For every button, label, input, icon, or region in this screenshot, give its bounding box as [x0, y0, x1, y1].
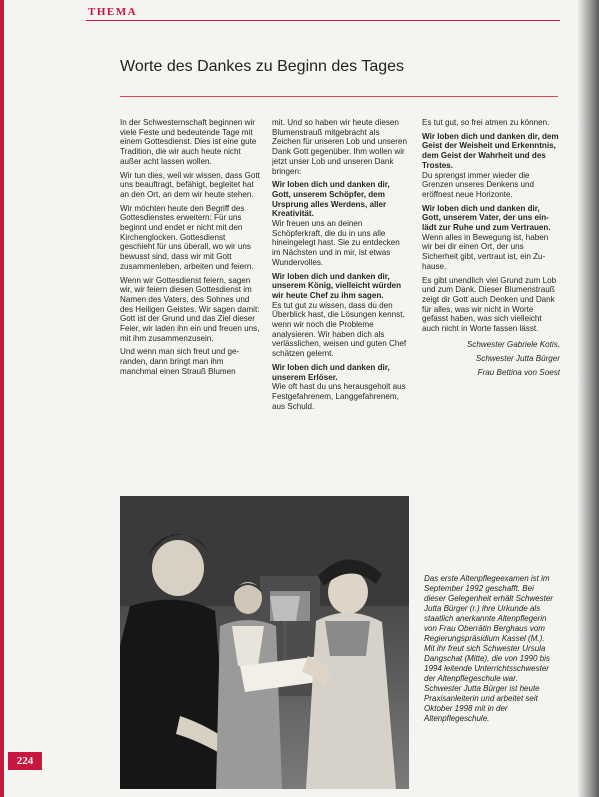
text-column-3	[422, 118, 560, 382]
photo-caption: Das erste Altenpflegeexamen ist im September 1992 geschafft. Bei dieser Gelegenheit erhält Schwester Jutta Bürger (r.) ihre Urkunde als staatlich anerkannte Altenpflegerin von Frau Oberrätin Berghaus vom Regierungspräsidium Kassel (M.). Mit ihr freut sich Schwester Ursula Dangschat (Mitte), die von 1990 bis 1994 leitende Unterrichtsschwester der Altenpflegeschule war. Schwester Jutta Bürger ist heute Praxisanleiterin und arbeitet seit Oktober 1998 mit in der Altenpflegeschule.	[424, 574, 553, 723]
paragraph: Wenn alles in Bewegung ist, haben wir bei dir einen Ort, der uns Sicherheit gibt, vertraut ist, ein Zuhause.	[422, 232, 549, 271]
header-divider	[86, 20, 560, 21]
signature-line: Schwester Gabriele Kotis,	[466, 339, 560, 349]
prayer-heading: Wir loben dich und danken dir, dem Geist der Weisheit und Erkenntnis, dem Geist der Wahrheit und des Trostes.	[422, 131, 559, 170]
signature-line: Schwester Jutta Bürger	[475, 353, 560, 363]
prayer-heading: Wir loben dich und danken dir, unserem König, vielleicht würden wir heute Chef zu ihm sagen.	[272, 271, 402, 300]
signature-block	[422, 340, 560, 378]
title-divider	[120, 96, 558, 97]
page-fold-shadow	[577, 0, 599, 797]
paragraph: Es tut gut zu wissen, dass du den Überblick hast, die Lösungen kennst, wenn wir noch die Probleme analysieren. Wir haben dich als verlässlichen, weisen und guten Chef schätzen gelernt.	[272, 300, 407, 359]
paragraph: Und wenn man sich freut und geranden, dann bringt man ihm manchmal einen Strauß Blumen	[120, 347, 240, 376]
prayer-heading: Wir loben dich und danken dir, unserem Erlöser.	[272, 362, 390, 382]
paragraph: Wir freuen uns an deinen Schöpferkraft, die du in uns alle hineingelegt hast. Sie zu entdecken im Nächsten und in mir, ist etwas Wundervolles.	[272, 219, 400, 267]
page-number: 224	[8, 752, 42, 770]
paragraph: Du sprengst immer wieder die Grenzen unseres Denkens und eröffnest neue Horizonte.	[422, 170, 535, 199]
prayer-heading: Wir loben dich und danken dir, Gott, unserem Vater, der uns einlädt zur Ruhe und zum Vertrauen.	[422, 203, 551, 233]
paragraph: mit. Und so haben wir heute diesen Blumenstrauß mitgebracht als Zeichen für unseren Lob und unseren Dank Gott gegenüber. Ihm wollen wir jetzt unser Lob und unseren Dank bringen:	[272, 118, 407, 176]
paragraph: Wir möchten heute den Begriff des Gottesdienstes erweitern: Für uns beginnt und endet er nicht mit den Kirchenglocken. Gottesdienst geschieht für uns überall, wo wir uns bewusst sind, dass wir mit Gott zusammenleben, arbeiten und feiern.	[120, 203, 254, 271]
paragraph: Wie oft hast du uns herausgeholt aus Festgefahrenem, Langgefahrenem, aus Schuld.	[272, 382, 406, 411]
prayer-heading: Wir loben dich und danken dir, Gott, unserem Schöpfer, dem Ursprung alles Werdens, aller Kreativität.	[272, 180, 390, 219]
paragraph: Wir tun dies, weil wir wissen, dass Gott uns beauftragt, befähigt, begleitet hat an den Ort, an dem wir heute stehen.	[120, 170, 260, 199]
photo-illustration	[120, 496, 409, 789]
signature-line: Frau Bettina von Soest	[477, 367, 560, 377]
paragraph: Wenn wir Gottesdienst feiern, sagen wir, wir feiern diesen Gottesdienst im Namen des Vaters, des Sohnes und des Heiligen Geistes. Wir sagen damit: Gott ist der Grund und das Ziel dieser Feier, wir laden ihn ein und freuen uns, mit ihm zusammenzusein.	[120, 275, 260, 343]
text-column-1	[120, 118, 260, 381]
accent-edge-bar	[0, 0, 4, 797]
article-title: Worte des Dankes zu Beginn des Tages	[120, 58, 405, 75]
paragraph: Es gibt unendlich viel Grund zum Lob und zum Dank. Dieser Blumenstrauß zeigt dir Gott auch Denken und Dank für alles, was wir nicht in Worte gefasst haben, was sich vielleicht auch nicht in Worte fassen lässt.	[422, 275, 557, 334]
ceremony-photo	[120, 496, 409, 789]
paragraph: Es tut gut, so frei atmen zu können.	[422, 118, 550, 127]
section-label: THEMA	[88, 6, 138, 18]
text-column-2	[272, 118, 410, 415]
paragraph: In der Schwesternschaft beginnen wir viele Feste und bedeutende Tage mit einem Gottesdienst. Dies ist eine gute Tradition, die wir auch heute nicht außer acht lassen wollen.	[120, 118, 257, 166]
